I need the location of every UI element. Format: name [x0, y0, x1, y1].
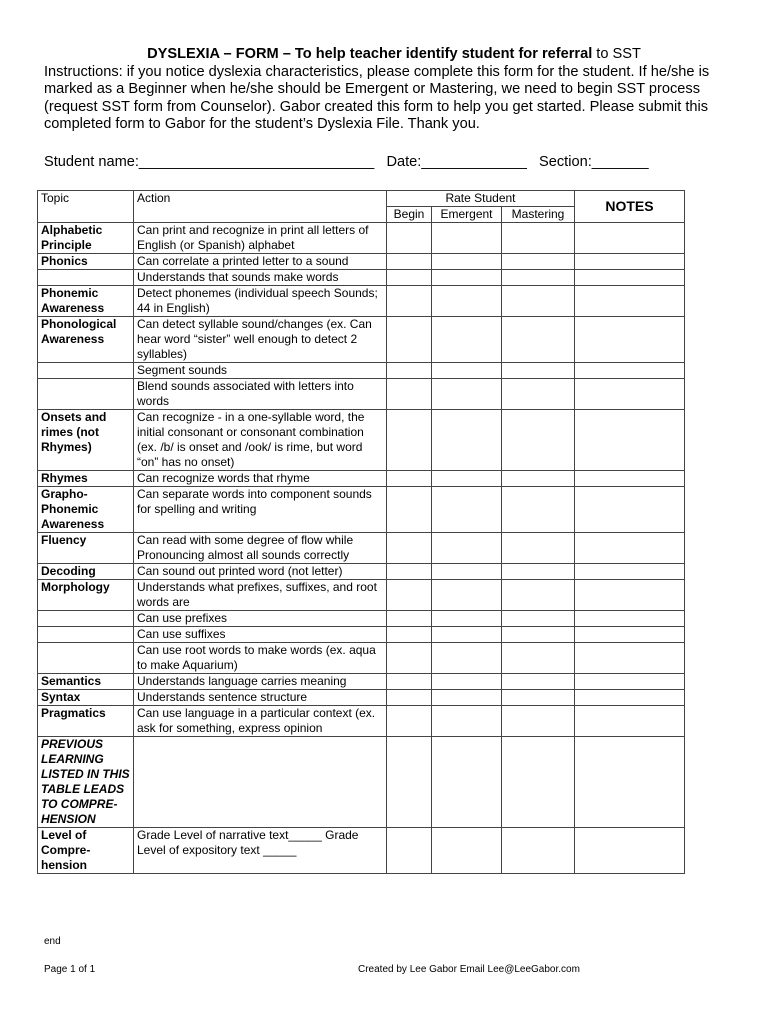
mastering-cell[interactable]	[502, 611, 575, 627]
action-cell: Can separate words into component sounds for spelling and writing	[134, 487, 387, 533]
mastering-cell[interactable]	[502, 533, 575, 564]
notes-cell[interactable]	[575, 223, 685, 254]
topic-cell	[38, 611, 134, 627]
action-cell: Can detect syllable sound/changes (ex. Can hear word “sister” well enough to detect 2 syllables)	[134, 317, 387, 363]
mastering-cell[interactable]	[502, 674, 575, 690]
table-row	[38, 643, 685, 674]
topic-cell	[38, 363, 134, 379]
notes-cell[interactable]	[575, 286, 685, 317]
notes-cell[interactable]	[575, 580, 685, 611]
col-emergent-header: Emergent	[432, 207, 502, 223]
mastering-cell[interactable]	[502, 286, 575, 317]
action-cell: Can use language in a particular context (ex. ask for something, express opinion	[134, 706, 387, 737]
student-info-line: Student name:_____________________________ Date:_____________ Section:_______	[44, 154, 649, 170]
mastering-cell[interactable]	[502, 627, 575, 643]
topic-cell: Rhymes	[38, 471, 134, 487]
title-rest: to SST	[592, 46, 641, 62]
notes-cell[interactable]	[575, 487, 685, 533]
action-cell: Can read with some degree of flow while Pronouncing almost all sounds correctly	[134, 533, 387, 564]
title-bold: DYSLEXIA – FORM – To help teacher identify student for referral	[147, 46, 593, 62]
topic-cell: Onsets and rimes (not Rhymes)	[38, 410, 134, 471]
begin-cell[interactable]	[387, 317, 432, 363]
rating-table	[37, 190, 685, 874]
topic-cell: Syntax	[38, 690, 134, 706]
notes-cell[interactable]	[575, 690, 685, 706]
table-row	[38, 674, 685, 690]
form-header	[44, 46, 744, 134]
begin-cell[interactable]	[387, 690, 432, 706]
topic-cell: Phonics	[38, 254, 134, 270]
table-row	[38, 223, 685, 254]
begin-cell[interactable]	[387, 643, 432, 674]
action-cell: Can use suffixes	[134, 627, 387, 643]
mastering-cell[interactable]	[502, 580, 575, 611]
notes-cell[interactable]	[575, 363, 685, 379]
action-cell: Understands sentence structure	[134, 690, 387, 706]
col-rate-header: Rate Student	[387, 191, 575, 207]
emergent-cell[interactable]	[432, 363, 502, 379]
topic-cell: Level of Compre-hension	[38, 828, 134, 874]
begin-cell[interactable]	[387, 580, 432, 611]
action-cell: Grade Level of narrative text_____ Grade Level of expository text _____	[134, 828, 387, 874]
table-row	[38, 487, 685, 533]
topic-cell	[38, 270, 134, 286]
emergent-cell[interactable]	[432, 471, 502, 487]
notes-cell[interactable]	[575, 706, 685, 737]
notes-cell[interactable]	[575, 254, 685, 270]
notes-cell[interactable]	[575, 737, 685, 828]
topic-cell: Semantics	[38, 674, 134, 690]
col-topic-header: Topic	[38, 191, 134, 223]
begin-cell[interactable]	[387, 674, 432, 690]
table-row	[38, 286, 685, 317]
emergent-cell[interactable]	[432, 828, 502, 874]
begin-cell[interactable]	[387, 223, 432, 254]
mastering-cell[interactable]	[502, 690, 575, 706]
emergent-cell[interactable]	[432, 737, 502, 828]
mastering-cell[interactable]	[502, 828, 575, 874]
emergent-cell[interactable]	[432, 564, 502, 580]
table-row	[38, 533, 685, 564]
table-row	[38, 627, 685, 643]
begin-cell[interactable]	[387, 611, 432, 627]
emergent-cell[interactable]	[432, 254, 502, 270]
topic-cell	[38, 643, 134, 674]
notes-cell[interactable]	[575, 471, 685, 487]
emergent-cell[interactable]	[432, 379, 502, 410]
topic-cell: Alphabetic Principle	[38, 223, 134, 254]
col-action-header: Action	[134, 191, 387, 223]
col-mastering-header: Mastering	[502, 207, 575, 223]
begin-cell[interactable]	[387, 737, 432, 828]
topic-cell: PREVIOUS LEARNING LISTED IN THIS TABLE LEADS TO COMPRE-HENSION	[38, 737, 134, 828]
action-cell: Detect phonemes (individual speech Sounds; 44 in English)	[134, 286, 387, 317]
mastering-cell[interactable]	[502, 223, 575, 254]
table-row	[38, 706, 685, 737]
mastering-cell[interactable]	[502, 737, 575, 828]
notes-cell[interactable]	[575, 828, 685, 874]
emergent-cell[interactable]	[432, 270, 502, 286]
emergent-cell[interactable]	[432, 410, 502, 471]
emergent-cell[interactable]	[432, 317, 502, 363]
table-row	[38, 690, 685, 706]
emergent-cell[interactable]	[432, 611, 502, 627]
notes-cell[interactable]	[575, 317, 685, 363]
begin-cell[interactable]	[387, 270, 432, 286]
col-notes-header: NOTES	[575, 191, 685, 223]
mastering-cell[interactable]	[502, 270, 575, 286]
form-title	[44, 46, 744, 64]
action-cell: Understands what prefixes, suffixes, and root words are	[134, 580, 387, 611]
table-row	[38, 410, 685, 471]
table-row	[38, 611, 685, 627]
mastering-cell[interactable]	[502, 564, 575, 580]
table-row	[38, 317, 685, 363]
mastering-cell[interactable]	[502, 487, 575, 533]
instructions: Instructions: if you notice dyslexia characteristics, please complete this form for the student. If he/she is marked as a Beginner when he/she should be Emergent or Mastering, we need to begin SST process (request SST form from Counselor). Gabor created this form to help you get started. Please submit this completed form to Gabor for the student’s Dyslexia File. Thank you.	[44, 63, 710, 133]
action-cell	[134, 737, 387, 828]
topic-cell: Phonemic Awareness	[38, 286, 134, 317]
notes-cell[interactable]	[575, 533, 685, 564]
action-cell: Can use root words to make words (ex. aqua to make Aquarium)	[134, 643, 387, 674]
action-cell: Can sound out printed word (not letter)	[134, 564, 387, 580]
page-number: Page 1 of 1	[44, 964, 96, 975]
topic-cell: Fluency	[38, 533, 134, 564]
topic-cell: Decoding	[38, 564, 134, 580]
action-cell: Can recognize words that rhyme	[134, 471, 387, 487]
emergent-cell[interactable]	[432, 286, 502, 317]
notes-cell[interactable]	[575, 270, 685, 286]
emergent-cell[interactable]	[432, 690, 502, 706]
notes-cell[interactable]	[575, 627, 685, 643]
emergent-cell[interactable]	[432, 627, 502, 643]
table-row	[38, 363, 685, 379]
begin-cell[interactable]	[387, 627, 432, 643]
table-row	[38, 379, 685, 410]
topic-cell: Phonological Awareness	[38, 317, 134, 363]
table-row	[38, 254, 685, 270]
action-cell: Segment sounds	[134, 363, 387, 379]
mastering-cell[interactable]	[502, 363, 575, 379]
mastering-cell[interactable]	[502, 379, 575, 410]
topic-cell: Grapho-Phonemic Awareness	[38, 487, 134, 533]
begin-cell[interactable]	[387, 564, 432, 580]
table-header-row	[38, 191, 685, 207]
mastering-cell[interactable]	[502, 410, 575, 471]
table-row	[38, 828, 685, 874]
mastering-cell[interactable]	[502, 317, 575, 363]
action-cell: Can use prefixes	[134, 611, 387, 627]
table-row	[38, 471, 685, 487]
mastering-cell[interactable]	[502, 643, 575, 674]
topic-cell: Pragmatics	[38, 706, 134, 737]
table-row	[38, 580, 685, 611]
begin-cell[interactable]	[387, 363, 432, 379]
emergent-cell[interactable]	[432, 487, 502, 533]
notes-cell[interactable]	[575, 643, 685, 674]
mastering-cell[interactable]	[502, 706, 575, 737]
emergent-cell[interactable]	[432, 706, 502, 737]
begin-cell[interactable]	[387, 828, 432, 874]
notes-cell[interactable]	[575, 410, 685, 471]
end-marker: end	[44, 936, 61, 947]
emergent-cell[interactable]	[432, 533, 502, 564]
action-cell: Can recognize - in a one-syllable word, the initial consonant or consonant combination (ex. /b/ is onset and /ook/ is rime, but word “on” has no onset)	[134, 410, 387, 471]
topic-cell	[38, 627, 134, 643]
emergent-cell[interactable]	[432, 580, 502, 611]
topic-cell: Morphology	[38, 580, 134, 611]
notes-cell[interactable]	[575, 564, 685, 580]
table-row	[38, 270, 685, 286]
footer-credit: Created by Lee Gabor Email Lee@LeeGabor.com	[358, 964, 580, 975]
begin-cell[interactable]	[387, 286, 432, 317]
begin-cell[interactable]	[387, 487, 432, 533]
action-cell: Understands language carries meaning	[134, 674, 387, 690]
col-begin-header: Begin	[387, 207, 432, 223]
begin-cell[interactable]	[387, 706, 432, 737]
mastering-cell[interactable]	[502, 471, 575, 487]
notes-cell[interactable]	[575, 611, 685, 627]
table-row	[38, 737, 685, 828]
begin-cell[interactable]	[387, 254, 432, 270]
emergent-cell[interactable]	[432, 643, 502, 674]
emergent-cell[interactable]	[432, 223, 502, 254]
emergent-cell[interactable]	[432, 674, 502, 690]
begin-cell[interactable]	[387, 471, 432, 487]
begin-cell[interactable]	[387, 379, 432, 410]
mastering-cell[interactable]	[502, 254, 575, 270]
topic-cell	[38, 379, 134, 410]
table-row	[38, 564, 685, 580]
notes-cell[interactable]	[575, 674, 685, 690]
notes-cell[interactable]	[575, 379, 685, 410]
begin-cell[interactable]	[387, 410, 432, 471]
action-cell: Understands that sounds make words	[134, 270, 387, 286]
begin-cell[interactable]	[387, 533, 432, 564]
action-cell: Can print and recognize in print all letters of English (or Spanish) alphabet	[134, 223, 387, 254]
action-cell: Blend sounds associated with letters into words	[134, 379, 387, 410]
action-cell: Can correlate a printed letter to a sound	[134, 254, 387, 270]
